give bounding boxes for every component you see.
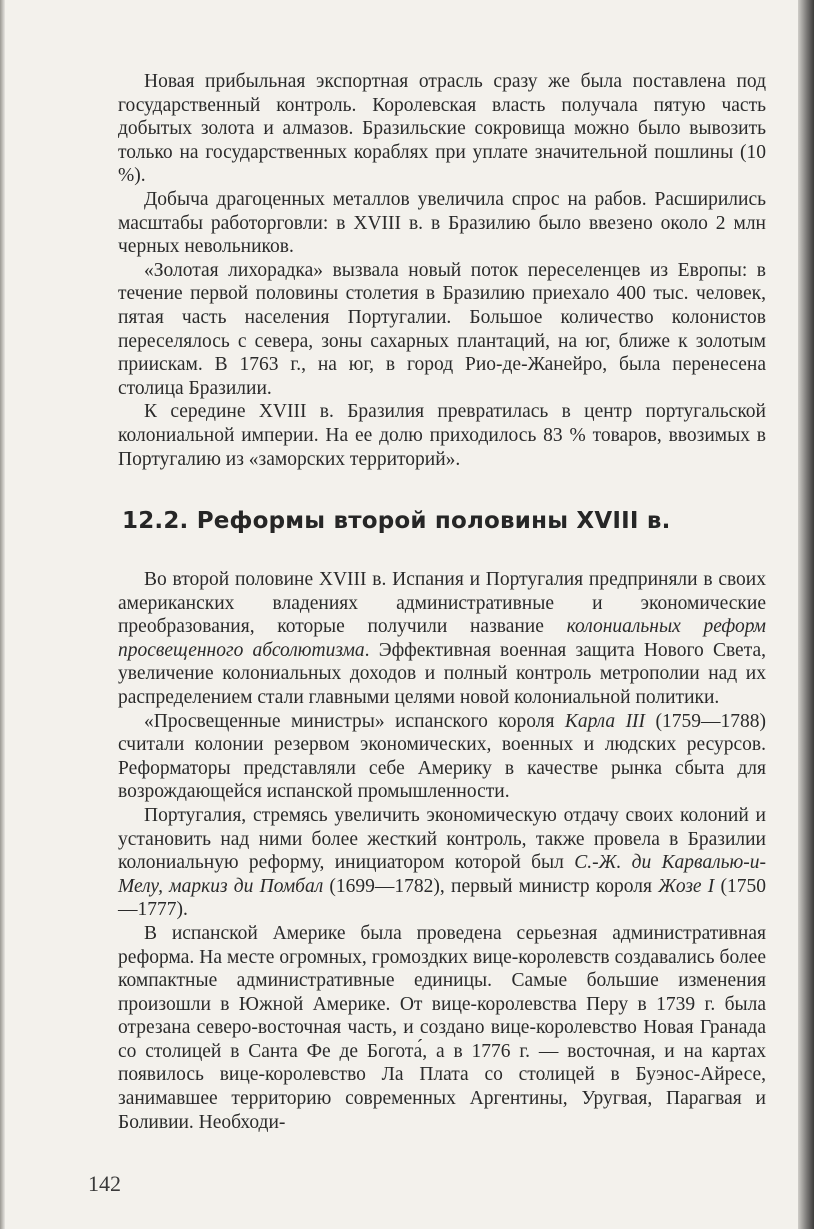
paragraph [118,710,766,804]
paragraph: К середине XVIII в. Бразилия превратилась в центр португальской колониальной империи. На ее долю приходилось 83 % товаров, ввозимых в Португалию из «заморских территорий». [118,401,766,470]
term-emphasis: колониальных реформ просвещенного абсолютизма [118,616,766,661]
text-span: «Просвещенные министры» испанского короля [144,710,565,732]
paragraph [118,568,766,710]
main-text-block [118,568,766,1134]
page-left-edge [0,0,5,1229]
person-emphasis: Жозе I [658,875,715,897]
text-span: . Эффективная военная защита Нового Света, увеличение колониальных доходов и полный контроль метрополии над их распределением стали главными целями новой колониальной политики. [118,639,766,708]
text-span: Португалия, стремясь увеличить экономическую отдачу своих колоний и установить над ними более жесткий контроль, также провела в Бразилии колониальную реформу, инициатором которой был [118,804,766,874]
paragraph [118,804,766,922]
page-number: 142 [88,1171,121,1196]
text-span: Во второй половине XVIII в. Испания и Португалия предприняли в своих американских владениях административные и экономические преобразования, которые получили название [118,569,766,638]
text-span: (1750—1777). [118,875,767,921]
top-text-block [118,70,766,471]
text-span: (1699—1782), первый министр короля [323,875,659,897]
paragraph: Новая прибыльная экспортная отрасль сразу же была поставлена под государственный контроль. Королевская власть получала пятую часть добытых золота и алмазов. Бразильские сокровища можно было вывозить только на государственных кораблях при уплате значительной пошлины (10 %). [118,71,766,187]
person-emphasis: С.-Ж. ди Карвалью-и-Мелу, маркиз ди Помбал [118,852,766,897]
person-emphasis: Карла III [564,710,646,732]
page-binding-shadow [798,0,814,1229]
paragraph: В испанской Америке была проведена серьезная административная реформа. На месте огромных, громоздких вице-королевств создавались более компактные административные единицы. Самые большие изменения произошли в Южной Америке. От вице-королевства Перу в 1739 г. была отрезана северо-восточная часть, и создано вице-королевство Новая Гранада со столицей в Санта Фе де Богота́, а в 1776 г. — восточная, и на картах появилось вице-королевство Ла Плата со столицей в Буэнос-Айресе, занимавшее территорию современных Аргентины, Уругвая, Парагвая и Боливии. Необходи- [118,922,766,1133]
section-heading: 12.2. Реформы второй половины XVIII в. [122,508,671,534]
paragraph: «Золотая лихорадка» вызвала новый поток переселенцев из Европы: в течение первой половины столетия в Бразилию приехало 400 тыс. человек, пятая часть населения Португалии. Большое количество колонистов переселялось с севера, зоны сахарных плантаций, на юг, ближе к золотым приискам. В 1763 г., на юг, в город Рио-де-Жанейро, была перенесена столица Бразилии. [118,259,766,399]
paragraph: Добыча драгоценных металлов увеличила спрос на рабов. Расширились масштабы работорговли: в XVIII в. в Бразилию было ввезено около 2 млн черных невольников. [118,188,766,258]
text-span: (1759—1788) считали колонии резервом экономических, военных и людских ресурсов. Реформаторы представляли себе Америку в качестве рынка сбыта для возрождающейся испанской промышленности. [118,710,766,803]
